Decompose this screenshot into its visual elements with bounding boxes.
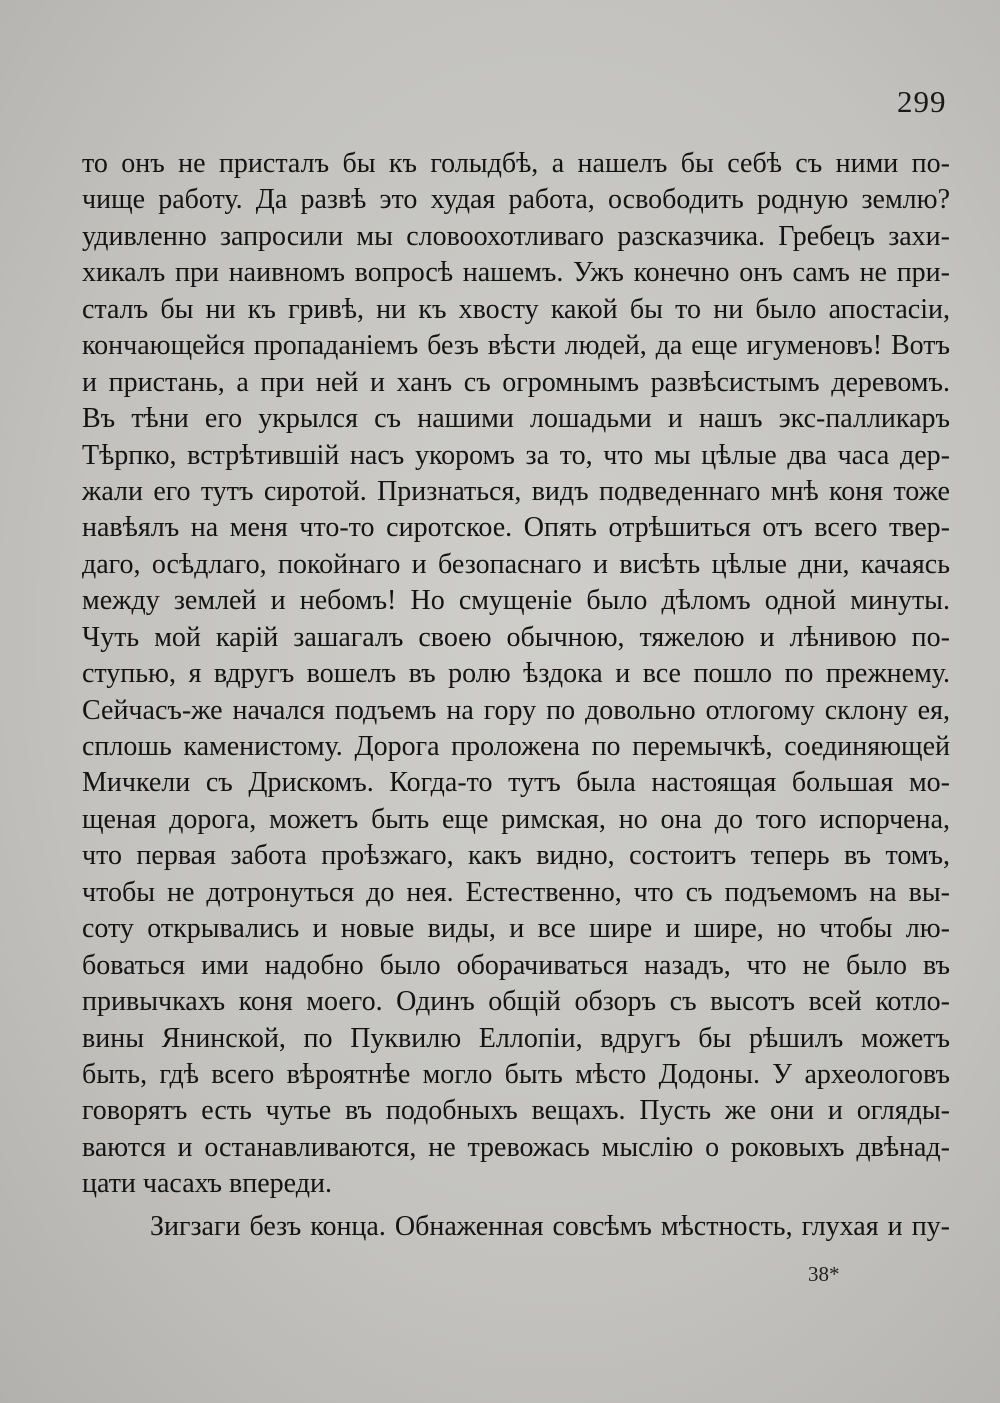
text-line: привычкахъ коня моего. Одинъ общій обзоръ съ высотъ всей котло- <box>82 986 950 1018</box>
page-number: 299 <box>897 84 947 119</box>
text-line: навѣялъ на меня что-то сиротское. Опять отрѣшиться отъ всего твер- <box>82 512 950 544</box>
text-line: вины Янинской, по Пуквилю Еллопіи, вдругъ бы рѣшилъ можетъ <box>82 1022 950 1054</box>
text-line: чтобы не дотронуться до нея. Естественно, что съ подъемомъ на вы- <box>82 876 950 908</box>
text-line: даго, осѣдлаго, покойнаго и безопаснаго и висѣть цѣлые дни, качаясь <box>82 548 950 580</box>
text-line: удивленно запросили мы словоохотливаго разсказчика. Гребецъ захи- <box>82 220 950 252</box>
signature-mark: 38* <box>808 1262 840 1286</box>
text-line: между землей и небомъ! Но смущеніе было дѣломъ одной минуты. <box>82 585 950 617</box>
text-line: то онъ не присталъ бы къ голыдбѣ, а нашелъ бы себѣ съ ними по- <box>82 148 950 179</box>
text-line: боваться ими надобно было оборачиваться назадъ, что не было въ <box>82 949 950 981</box>
text-line: Сейчасъ-же начался подъемъ на гору по довольно отлогому склону ея, <box>82 694 950 726</box>
text-line: соту открывались и новые виды, и все шире и шире, но чтобы лю- <box>82 913 950 945</box>
text-line: чище работу. Да развѣ это худая работа, освободить родную землю? <box>82 184 950 216</box>
text-line: ваются и останавливаются, не тревожась мыслію о роковыхъ двѣнад- <box>82 1131 950 1163</box>
text-line: говорятъ есть чутье въ подобныхъ вещахъ. Пусть же они и огляды- <box>82 1095 950 1127</box>
text-line: щеная дорога, можетъ быть еще римская, но она до того испорчена, <box>82 803 950 835</box>
paragraph-start-line: Зигзаги безъ конца. Обнаженная совсѣмъ мѣстность, глухая и пу- <box>150 1210 950 1242</box>
text-line: Въ тѣни его укрылся съ нашими лошадьми и нашъ экс-палликаръ <box>82 403 950 435</box>
text-line: что первая забота проѣзжаго, какъ видно, состоитъ теперь въ томъ, <box>82 840 950 872</box>
text-line: быть, гдѣ всего вѣроятнѣе могло быть мѣсто Додоны. У археологовъ <box>82 1058 950 1090</box>
text-line: сталъ бы ни къ гривѣ, ни къ хвосту какой бы то ни было апостасіи, <box>82 293 950 325</box>
text-line: ступью, я вдругъ вошелъ въ ролю ѣздока и все пошло по прежнему. <box>82 658 950 690</box>
text-line: кончающейся пропаданіемъ безъ вѣсти людей, да еще игуменовъ! Вотъ <box>82 330 950 362</box>
text-line: Мичкели съ Дрискомъ. Когда-то тутъ была настоящая большая мо- <box>82 767 950 799</box>
text-line: Чуть мой карій зашагалъ своею обычною, тяжелою и лѣнивою по- <box>82 621 950 653</box>
body-text <box>82 146 950 1245</box>
text-line: сплошь каменистому. Дорога проложена по перемычкѣ, соединяющей <box>82 731 950 762</box>
text-line: Тѣрпко, встрѣтившій насъ укоромъ за то, что мы цѣлые два часа дер- <box>82 439 950 471</box>
text-line: и пристань, а при ней и ханъ съ огромнымъ развѣсистымъ деревомъ. <box>82 366 950 398</box>
paragraph-end-line: цати часахъ впереди. <box>82 1168 332 1200</box>
text-line: хикалъ при наивномъ вопросѣ нашемъ. Ужъ конечно онъ самъ не при- <box>82 257 950 289</box>
text-line: жали его тутъ сиротой. Признаться, видъ подведеннаго мнѣ коня тоже <box>82 475 950 507</box>
